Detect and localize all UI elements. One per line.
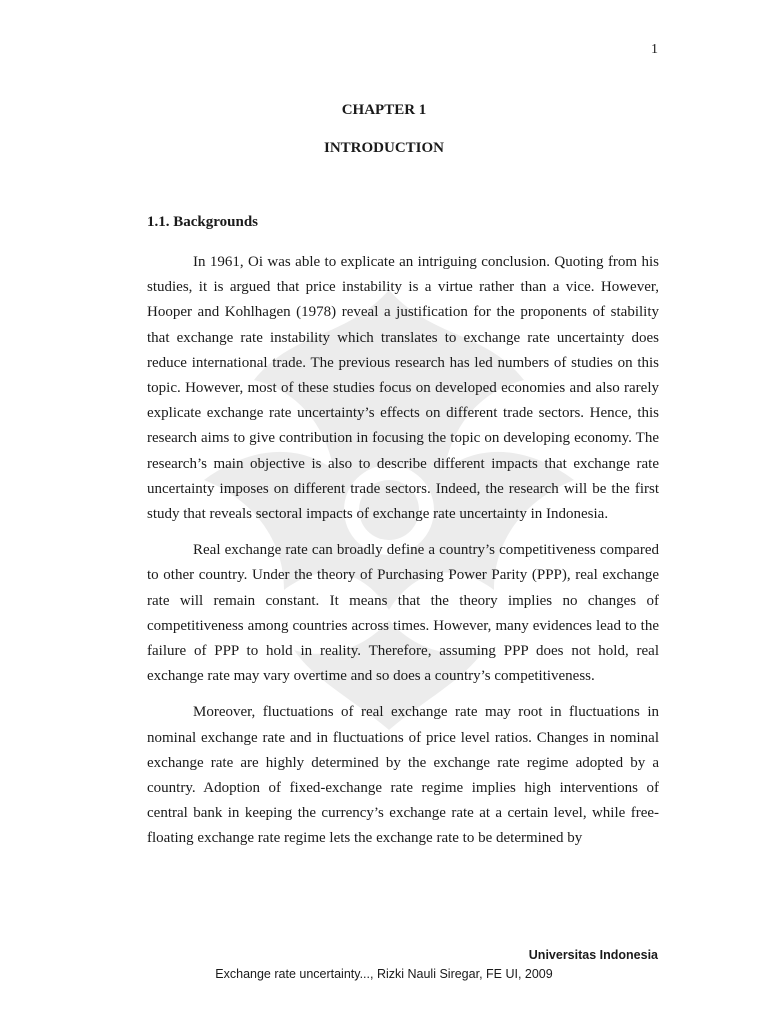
body-text: [147, 250, 659, 863]
page-number: 1: [651, 42, 658, 57]
footer-citation: Exchange rate uncertainty..., Rizki Nauli Siregar, FE UI, 2009: [215, 967, 553, 981]
chapter-label: CHAPTER 1: [341, 102, 427, 118]
paragraph: Moreover, fluctuations of real exchange rate may root in fluctuations in nominal exchange rate and in fluctuations of price level ratios. Changes in nominal exchange rate are highly determined by the exchange rate regime adopted by a country. Adoption of fixed-exchange rate regime implies high interventions of central bank in keeping the currency’s exchange rate at a certain level, while free-floating exchange rate regime lets the exchange rate to be determined by: [147, 704, 659, 847]
paragraph: In 1961, Oi was able to explicate an intriguing conclusion. Quoting from his studies, it is argued that price instability is a virtue rather than a vice. However, Hooper and Kohlhagen (1978) reveal a justification for the proponents of stability that exchange rate instability which translates to exchange rate uncertainty does reduce international trade. The previous research has led numbers of studies on this topic. However, most of these studies focus on developed economies and also rarely explicate exchange rate uncertainty’s effects on different trade sectors. Hence, this research aims to give contribution in focusing the topic on developing economy. The research’s main objective is also to describe different impacts that exchange rate uncertainty imposes on different trade sectors. Indeed, the research will be the first study that reveals sectoral impacts of exchange rate uncertainty in Indonesia.: [147, 254, 659, 523]
footer-university: Universitas Indonesia: [528, 948, 658, 962]
section-heading: 1.1. Backgrounds: [147, 214, 259, 230]
chapter-title: INTRODUCTION: [323, 140, 444, 156]
paragraph: Real exchange rate can broadly define a country’s competitiveness compared to other country. Under the theory of Purchasing Power Parity (PPP), real exchange rate will remain constant. It means that the theory implies no changes of competitiveness among countries across times. However, many evidences lead to the failure of PPP to hold in reality. Therefore, assuming PPP does not hold, real exchange rate may vary overtime and so does a country’s competitiveness.: [147, 542, 659, 685]
